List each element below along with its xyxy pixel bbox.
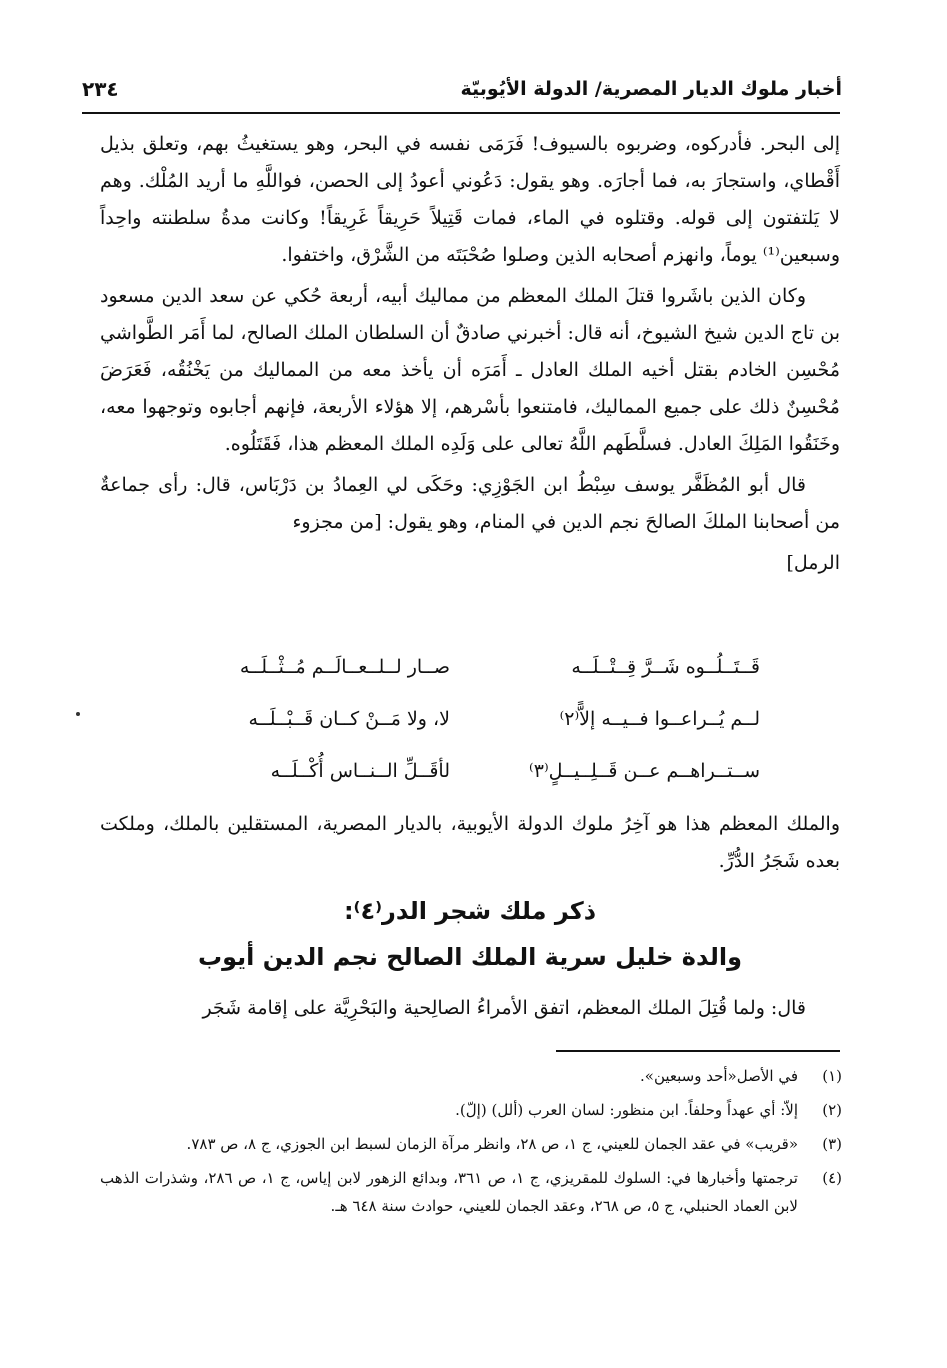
heading-line-2: والدة خليل سرية الملك الصالح نجم الدين أيوب [197, 943, 742, 971]
footnotes [100, 1062, 842, 1226]
paragraph-after-poem: والملك المعظم هذا هو آخِرُ ملوك الدولة الأيوبية، بالديار المصرية، المستقلين بالملك، وملكت بعده شَجَرُ الدُّرِّ. [100, 813, 840, 872]
poem-verse-1 [180, 656, 760, 708]
page-number: ٢٣٤ [82, 77, 119, 101]
paragraph-2: وكان الذين باشَروا قتلَ الملك المعظم من مماليك أبيه، أربعة حُكي عن سعد الدين مسعود بن تاج الدين شيخ الشيوخ، أنه قال: أخبرني صادقٌ أن السلطان الملك الصالح، لما أَمَر الطَّواشي مُحْسِن الخادم بقتل أخيه الملك العادل ـ أَمَرَه أن يأخذ معه من المماليك من يَخْنُقُه، فَعَرَضَ مُحْسِنٌ ذلك على جميع المماليك، فامتنعوا بأسْرهم، إلا هؤلاء الأربعة، فإنهم أجابوه وتوجهوا معه، وخَنَقُوا المَلِكَ العادل. فسلَّطَهم اللَّهُ تعالى على وَلَدِه الملك المعظم هذا، فَقَتَلُوه. [100, 285, 840, 455]
paragraph-final: قال: ولما قُتِلَ الملك المعظم، اتفق الأمراءُ الصالِحية والبَحْرِيَّة على إقامة شَجَر [202, 997, 806, 1019]
footnote [100, 1096, 842, 1124]
footnote [100, 1130, 842, 1158]
first-hemistich: ســتــراهــم عــن قَــلِــيــلٍ⁽٣⁾ [529, 760, 760, 782]
body-text [100, 126, 840, 582]
footnote-text: «قريب» في عقد الجمان للعيني، ج ١، ص ٢٨، وانظر مرآة الزمان لسبط ابن الجوزي، ج ٨، ص ٧٨٣. [186, 1135, 798, 1153]
footnote-number: (٣) [822, 1135, 842, 1153]
running-header [82, 74, 842, 110]
paragraph-3: قال أبو المُظَفَّر يوسف سِبْطُ ابن الجَوْزِي: وحَكَى لي العِمادُ بن دَرْبَاس، قال: رأى جماعةٌ من أصحابنا الملكَ الصالحَ نجم الدين في المنام، وهو يقول: [من مجزوء [100, 474, 840, 533]
footnote-text: ترجمتها وأخبارها في: السلوك للمقريزي، ج ١، ص ٣٦١، وبدائع الزهور لابن إياس، ج ١، ص ٢٨٦، وشذرات الذهب لابن العماد الحنبلي، ج ٥، ص ٢٦٨، وعقد الجمان للعيني، حوادث سنة ٦٤٨ هـ. [100, 1169, 798, 1215]
paragraph-1: إلى البحر. فأدركوه، وضربوه بالسيوف! فَرَمَى نفسه في البحر، وهو يستغيثُ بهم، وتعلق بذيل أَقْطاي، واستجارَ به، فما أجارَه. وهو يقول: دَعُوني أعودُ إلى الحصن، فواللَّهِ ما أريد المُلْك. وهم لا يَلتفتون إلى قوله. وقتلوه في الماء، فمات قَتِيلاً حَرِيقاً غَرِيقاً! وكانت مدةُ سلطنته واحِداً وسبعين⁽¹⁾ يوماً، وانهزم أصحابه الذين وصلوا صُحْبَتَه من الشَّرْق، واختفوا. [100, 133, 840, 266]
footnote-number: (٤) [822, 1169, 842, 1187]
heading-line-1: ذكر ملك شجر الدر⁽٤⁾: [343, 897, 597, 925]
first-hemistich: لــم يُــراعــوا فــيــه إلاًّ⁽٢⁾ [559, 708, 760, 730]
scan-speck [76, 712, 80, 716]
footnote-text: إلاّ: أي عهداً وحلفاً. ابن منظور: لسان العرب (ألل) (إلّ). [455, 1101, 798, 1119]
footnote [100, 1164, 842, 1220]
footnote-number: (٢) [822, 1101, 842, 1119]
second-hemistich: لأقَــلِّ الــنــاس أُكْــلَــه [270, 760, 450, 782]
footnote-rule [556, 1050, 840, 1052]
footnote-number: (١) [822, 1067, 842, 1085]
meter-label: الرمل] [786, 552, 840, 574]
second-hemistich: صــار لــلــعــالَــم مُــثْــلَــه [239, 656, 450, 678]
poem-verse-3 [180, 760, 760, 812]
footnote-text: في الأصل«أحد وسبعين». [640, 1067, 798, 1085]
poem [180, 656, 760, 812]
footnote [100, 1062, 842, 1090]
second-hemistich: لا، ولا مَــنْ كــان قَــبْــلَــه [248, 708, 450, 730]
header-rule [82, 112, 840, 114]
section-heading [100, 888, 840, 980]
running-title: أخبار ملوك الديار المصرية/ الدولة الأيُوبيّة [460, 78, 842, 100]
poem-verse-2 [180, 708, 760, 760]
first-hemistich: قَــتَــلُــوه شَــرَّ قِــتْــلَــه [571, 656, 760, 678]
